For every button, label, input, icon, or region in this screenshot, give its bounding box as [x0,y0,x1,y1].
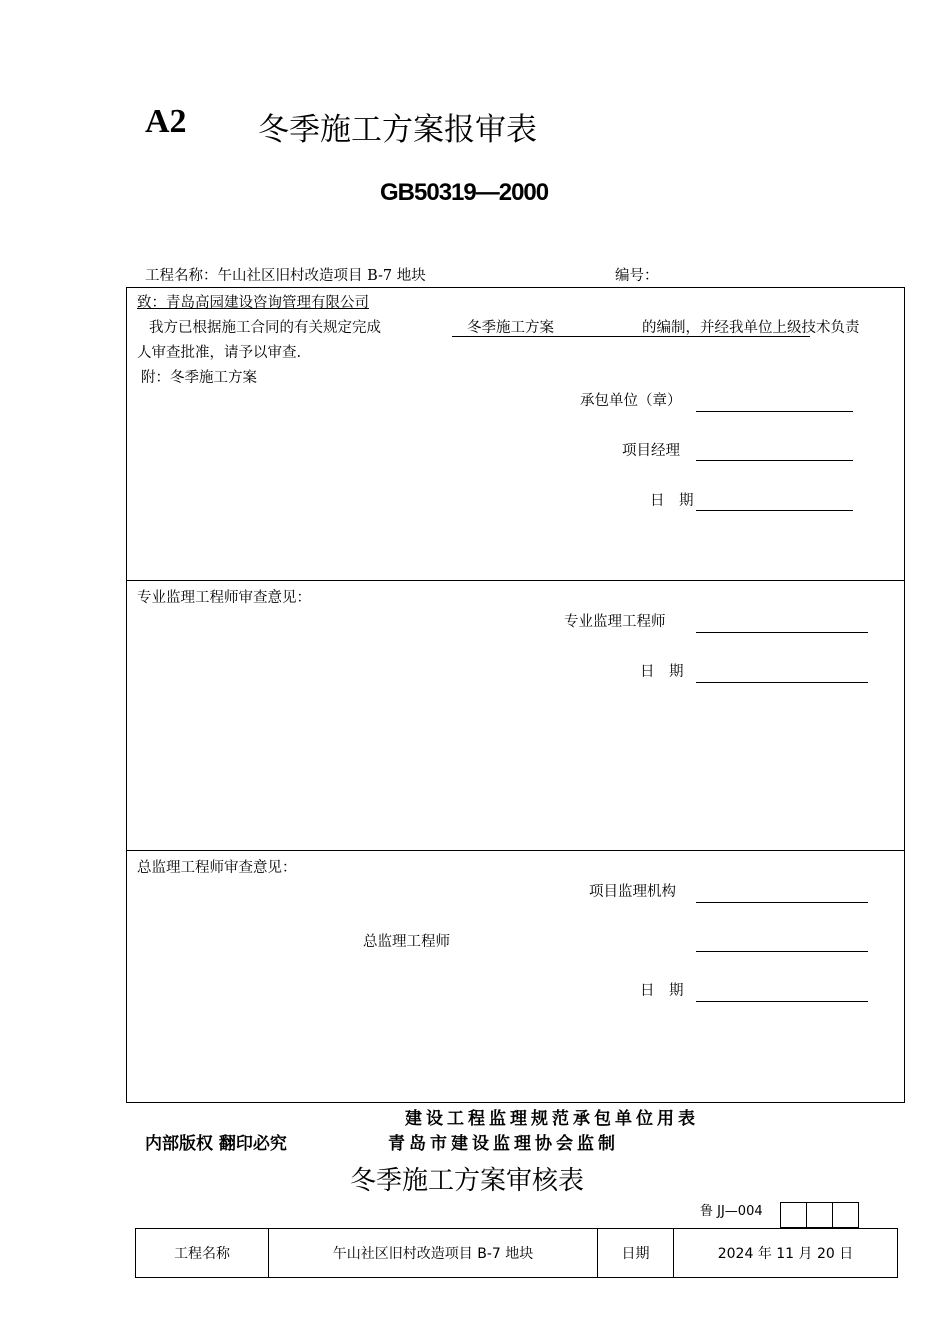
addressee-company: 青岛高园建设咨询管理有限公司 [166,295,369,311]
project-name-cell: 午山社区旧村改造项目 B-7 地块 [269,1229,598,1278]
project-name-line: 工程名称：午山社区旧村改造项目 B-7 地块 [145,268,426,284]
body-text-line2: 人审查批准，请予以审查. [137,345,302,361]
number-label: 编号： [615,268,659,284]
table-row [136,1229,898,1278]
code-box[interactable] [806,1202,833,1228]
code-boxes [781,1202,859,1228]
chief-signature-line[interactable] [696,951,868,952]
specialist-engineer-label: 专业监理工程师 [564,614,666,630]
org-signature-line[interactable] [696,902,868,903]
manager-signature-line[interactable] [696,460,853,461]
code-box[interactable] [780,1202,807,1228]
attachment-line: 附：冬季施工方案 [141,370,257,386]
date-label: 日 期 [650,493,694,509]
manager-label: 项目经理 [622,443,680,459]
date-cell: 2024 年 11 月 20 日 [674,1229,898,1278]
addressee [137,291,369,312]
page-title: 冬季施工方案报审表 [258,112,537,148]
chief-heading: 总监理工程师审查意见： [137,860,297,876]
code-box[interactable] [832,1202,859,1228]
chief-review-section [126,850,905,1103]
date-line[interactable] [696,1001,868,1002]
contractor-label: 承包单位（章） [580,393,682,409]
form-code: A2 [145,103,187,140]
addressee-prefix: 致： [137,295,166,311]
body-fill-value: 冬季施工方案 [467,320,554,336]
submission-section [126,287,905,581]
specialist-heading: 专业监理工程师审查意见： [137,590,311,606]
date-line[interactable] [696,510,853,511]
date-line[interactable] [696,682,868,683]
specialist-signature-line[interactable] [696,632,868,633]
body-text-part1: 我方已根据施工合同的有关规定完成 [149,320,381,336]
review-form-title: 冬季施工方案审核表 [350,1166,585,1196]
review-info-table [135,1228,898,1278]
body-text-part2: 的编制，并经我单位上级技术负责 [642,320,860,336]
standard-code: GB50319—2000 [380,179,549,206]
chief-engineer-label: 总监理工程师 [363,934,450,950]
issuer-note: 青岛市建设监理协会监制 [388,1134,619,1154]
form-usage-note: 建设工程监理规范承包单位用表 [405,1109,699,1129]
date-label: 日 期 [640,664,684,680]
contractor-signature-line[interactable] [696,411,853,412]
specialist-review-section [126,580,905,851]
date-label: 日 期 [640,983,684,999]
supervision-org-label: 项目监理机构 [589,884,676,900]
review-form-code: 鲁 JJ—004 [700,1204,763,1219]
copyright-note: 内部版权 翻印必究 [145,1134,287,1154]
project-name-label-cell: 工程名称 [136,1229,269,1278]
date-label-cell: 日期 [598,1229,674,1278]
